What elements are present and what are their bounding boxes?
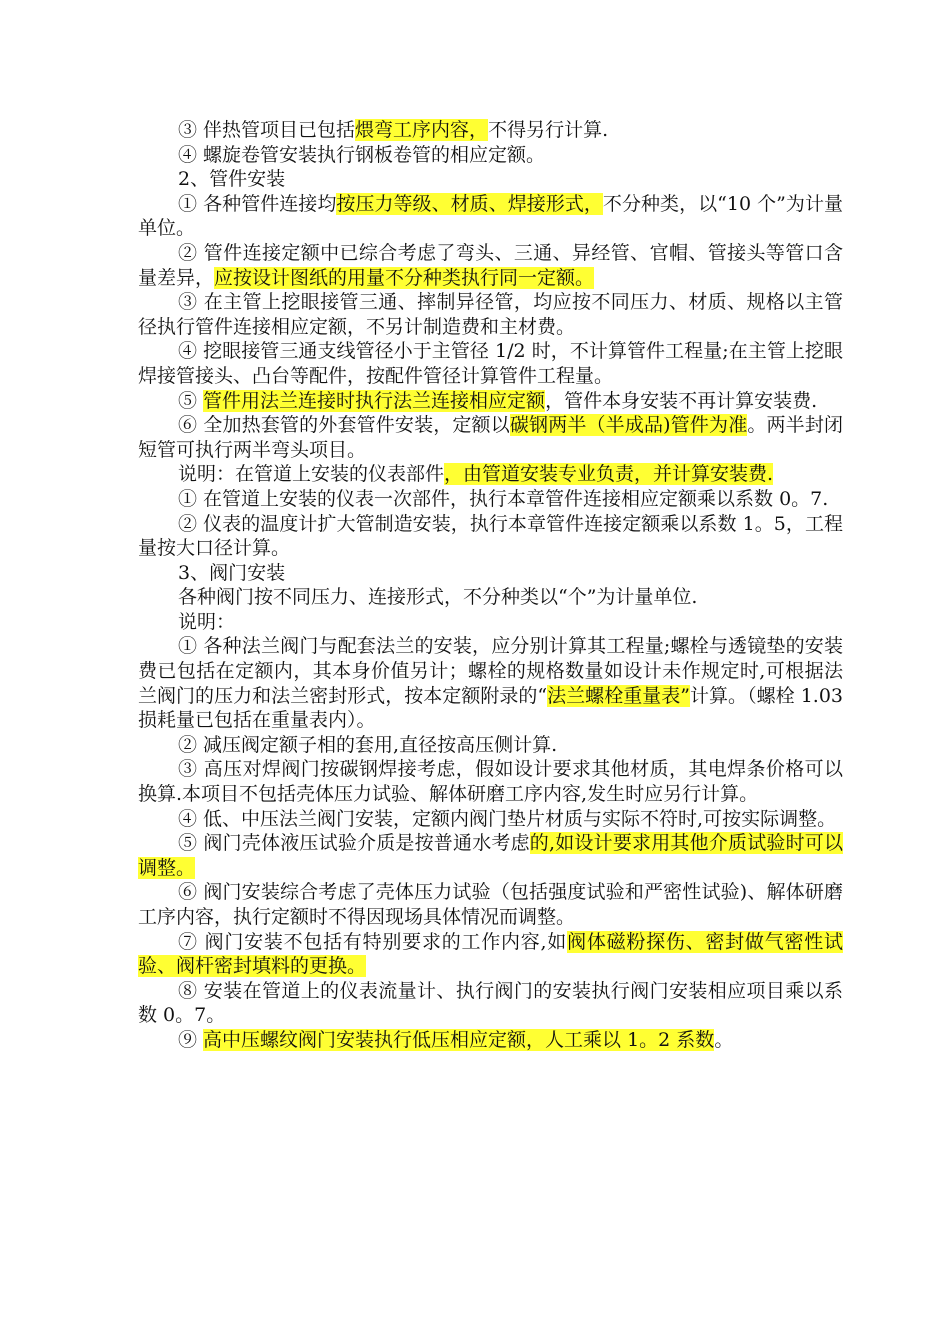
text-run: ① 各种管件连接均 [178, 192, 337, 215]
paragraph [138, 979, 843, 1028]
text-run: ，管件本身安装不再计算安装费. [545, 389, 818, 412]
text-run: ⑤ [178, 389, 204, 412]
highlighted-text: 高中压螺纹阀门安装执行低压相应定额，人工乘以 1。2 系数 [203, 1028, 715, 1051]
highlighted-text: 煨弯工序内容， [355, 119, 489, 141]
text-run: ① 在管道上安装的仪表一次部件，执行本章管件连接相应定额乘以系数 0。7. [178, 487, 829, 510]
text-run: 。 [714, 1028, 734, 1051]
text-run: ③ 高压对焊阀门按碳钢焊接考虑，假如设计要求其他材质，其电焊条价格可以换算.本项目不包括壳体压力试验、解体研磨工序内容,发生时应另行计算。 [138, 758, 843, 806]
highlighted-text: 阀体磁粉探伤、密封做气密性试验、阀杆密封填料的更换。 [138, 930, 843, 978]
text-run: ④ 低、中压法兰阀门安装，定额内阀门垫片材质与实际不符时,可按实际调整。 [178, 807, 837, 830]
text-run: ② 仪表的温度计扩大管制造安装，执行本章管件连接定额乘以系数 1。5，工程量按大口径计算。 [138, 512, 843, 560]
paragraph [138, 807, 843, 832]
paragraph [138, 192, 843, 241]
text-run: 说明： [178, 610, 236, 633]
text-run: ⑥ 全加热套管的外套管件安装，定额以 [178, 414, 510, 437]
text-run: ⑧ 安装在管道上的仪表流量计、执行阀门的安装执行阀门安装相应项目乘以系数 0。7。 [138, 979, 843, 1027]
highlighted-text: 碳钢两半（半成品)管件为准 [509, 414, 748, 437]
text-run: 各种阀门按不同压力、连接形式，不分种类以“个”为计量单位. [178, 586, 698, 609]
highlighted-text: 管件用法兰连接时执行法兰连接相应定额 [203, 389, 546, 412]
paragraph [138, 339, 843, 388]
text-run: ④ 螺旋卷管安装执行钢板卷管的相应定额。 [178, 143, 546, 166]
paragraph [138, 290, 843, 339]
text-run: ① 各种法兰阀门与配套法兰的安装，应分别计算其工程量;螺栓与透镜垫的安装费已包括在定额内，其本身价值另计；螺栓的规格数量如设计未作规定时,可根据法兰阀门的压力和法兰密封形式，按本定额附录的“ [138, 635, 843, 707]
text-run: ⑥ 阀门安装综合考虑了壳体压力试验（包括强度试验和严密性试验)、解体研磨工序内容，执行定额时不得因现场具体情况而调整。 [138, 881, 843, 928]
paragraph [138, 241, 843, 290]
text-run: 说明：在管道上安装的仪表部件 [178, 463, 445, 486]
paragraph [138, 757, 843, 806]
paragraph [138, 880, 843, 929]
paragraph [138, 389, 843, 414]
paragraph [138, 634, 843, 732]
paragraph [138, 118, 843, 143]
text-run: ③ 伴热管项目已包括 [178, 119, 356, 141]
paragraph [138, 512, 843, 561]
paragraph [138, 610, 843, 635]
text-run: ② 减压阀定额子相的套用,直径按高压侧计算. [178, 733, 558, 756]
highlighted-text: 按压力等级、材质、焊接形式， [336, 192, 603, 215]
text-run: ⑦ 阀门安装不包括有特别要求的工作内容,如 [178, 930, 568, 953]
paragraph [138, 733, 843, 758]
paragraph [138, 143, 843, 168]
text-run: ③ 在主管上挖眼接管三通、摔制异径管，均应按不同压力、材质、规格以主管径执行管件连接相应定额，不另计制造费和主材费。 [138, 291, 843, 338]
paragraph [138, 413, 843, 462]
paragraph [138, 561, 843, 586]
highlighted-text: 的,如设计要求用其他介质试验时可以调整。 [138, 832, 843, 879]
paragraph [138, 930, 843, 979]
paragraph [138, 487, 843, 512]
text-run: ⑤ 阀门壳体液压试验介质是按普通水考虑 [178, 832, 530, 855]
highlighted-text: 法兰螺栓重量表” [547, 684, 690, 707]
text-run: ④ 挖眼接管三通支线管径小于主管径 1/2 时，不计算管件工程量;在主管上挖眼焊接管接头、凸台等配件，按配件管径计算管件工程量。 [138, 340, 843, 387]
highlighted-text: ，由管道安装专业负责，并计算安装费. [444, 463, 774, 486]
paragraph [138, 585, 843, 610]
document-body [138, 118, 843, 1053]
text-run: 不分种类，以“10 个”为计量单位。 [138, 192, 843, 240]
paragraph [138, 462, 843, 487]
text-run: 2、管件安装 [178, 168, 286, 191]
text-run: 不得另行计算. [488, 119, 609, 141]
paragraph [138, 167, 843, 192]
text-run: 。两半封闭短管可执行两半弯头项目。 [138, 414, 843, 461]
paragraph [138, 1028, 843, 1053]
text-run: 计算。（螺栓 1.03 损耗量已包括在重量表内）。 [138, 684, 843, 732]
text-run: ② 管件连接定额中已综合考虑了弯头、三通、异经管、官帽、管接头等管口含量差异， [138, 241, 843, 289]
text-run: 3、阀门安装 [178, 561, 286, 584]
paragraph [138, 831, 843, 880]
text-run: ⑨ [178, 1028, 204, 1051]
highlighted-text: 应按设计图纸的用量不分种类执行同一定额。 [214, 266, 595, 289]
